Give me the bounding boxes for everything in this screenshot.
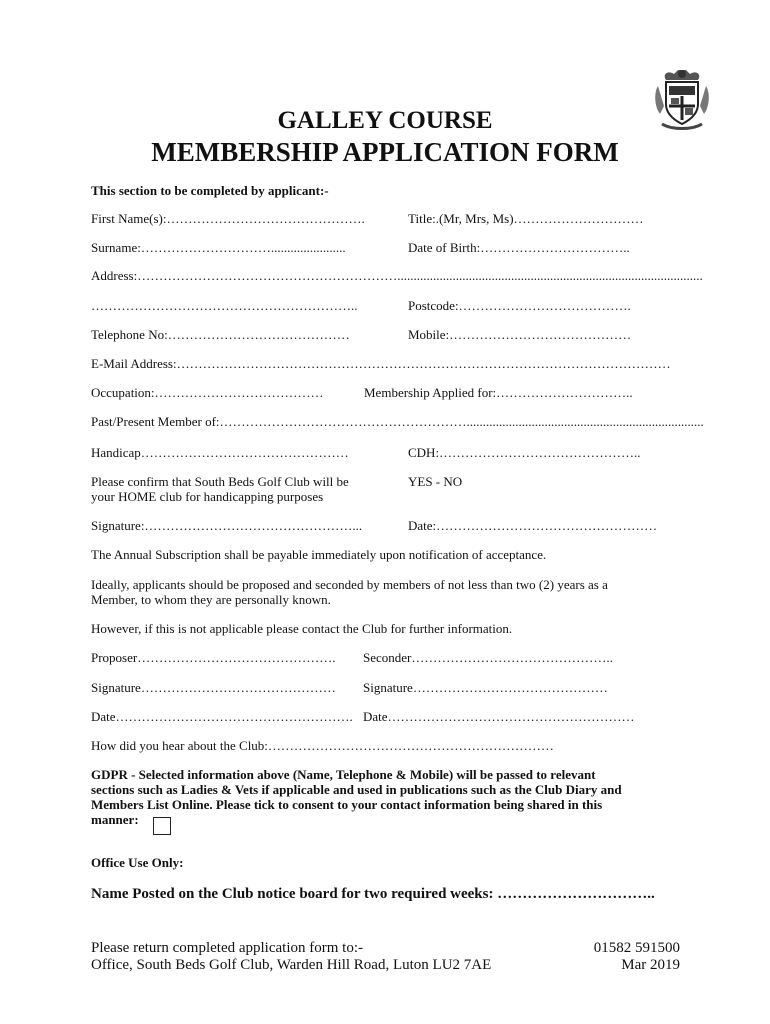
address-line2-field[interactable]: …………………………………………………….. — [91, 298, 358, 313]
proposer-date-field[interactable]: Date………………………………………………. — [91, 709, 353, 724]
mobile-field[interactable]: Mobile:…………………………………… — [408, 327, 632, 342]
proposer-field[interactable]: Proposer………………………………………. — [91, 650, 336, 665]
yes-no-option[interactable]: YES - NO — [408, 474, 463, 489]
gdpr-line3: Members List Online. Please tick to consent to your contact information being shared in this — [91, 797, 603, 812]
subscription-note: The Annual Subscription shall be payable immediately upon notification of acceptance. — [91, 547, 547, 562]
form-title-line1: GALLEY COURSE — [277, 107, 493, 134]
proposer-signature-field[interactable]: Signature……………………………………… — [91, 680, 336, 695]
office-address: Office, South Beds Golf Club, Warden Hill Road, Luton LU2 7AE — [91, 957, 492, 973]
title-field[interactable]: Title:.(Mr, Mrs, Ms)………………………… — [408, 211, 644, 226]
date-of-birth-field[interactable]: Date of Birth:…………………………….. — [408, 240, 630, 255]
gdpr-consent-checkbox[interactable] — [153, 817, 171, 835]
hear-about-field[interactable]: How did you hear about the Club:………………………………………………………… — [91, 738, 554, 753]
postcode-field[interactable]: Postcode:…………………………………. — [408, 298, 631, 313]
gdpr-line4: manner: — [91, 812, 139, 827]
applicant-date-field[interactable]: Date:…………………………………………… — [408, 518, 658, 533]
first-names-field[interactable]: First Name(s):………………………………………. — [91, 211, 365, 226]
seconder-date-field[interactable]: Date………………………………………………… — [363, 709, 635, 724]
notice-board-field[interactable]: Name Posted on the Club notice board for two required weeks: ………………………….. — [91, 886, 655, 902]
occupation-field[interactable]: Occupation:………………………………… — [91, 385, 324, 400]
email-field[interactable]: E-Mail Address:…………………………………………………………………………………………………… — [91, 356, 671, 371]
home-club-text-line1: Please confirm that South Beds Golf Club will be — [91, 474, 349, 489]
past-member-field[interactable]: Past/Present Member of:…………………………………………………......................................................................... — [91, 414, 704, 429]
handicap-field[interactable]: Handicap………………………………………… — [91, 445, 349, 460]
surname-field[interactable]: Surname:…………………………....................... — [91, 240, 346, 255]
office-use-heading: Office Use Only: — [91, 855, 184, 870]
form-title-line2: MEMBERSHIP APPLICATION FORM — [151, 137, 619, 167]
proposal-note-line2: Member, to whom they are personally known. — [91, 592, 331, 607]
office-phone: 01582 591500 — [593, 940, 680, 956]
membership-applied-field[interactable]: Membership Applied for:………………………….. — [364, 385, 633, 400]
form-revision-date: Mar 2019 — [621, 957, 680, 973]
return-instruction: Please return completed application form to:- — [91, 940, 363, 956]
intro-text: This section to be completed by applicant:- — [91, 183, 329, 198]
home-club-text-line2: your HOME club for handicapping purposes — [91, 489, 324, 504]
gdpr-line1: GDPR - Selected information above (Name, Telephone & Mobile) will be passed to relevant — [91, 767, 596, 782]
gdpr-line2: sections such as Ladies & Vets if applicable and used in publications such as the Club Diary and — [91, 782, 622, 797]
telephone-field[interactable]: Telephone No:…………………………………… — [91, 327, 350, 342]
seconder-signature-field[interactable]: Signature……………………………………… — [363, 680, 608, 695]
applicant-signature-field[interactable]: Signature:…………………………………………... — [91, 518, 363, 533]
address-field[interactable]: Address:…………………………………………………….............................................................................................. — [91, 268, 703, 283]
proposal-note-line1: Ideally, applicants should be proposed and seconded by members of not less than two (2) years as a — [91, 577, 608, 592]
cdh-field[interactable]: CDH:……………………………………….. — [408, 445, 641, 460]
seconder-field[interactable]: Seconder……………………………………….. — [363, 650, 613, 665]
contact-club-note: However, if this is not applicable please contact the Club for further information. — [91, 621, 513, 636]
